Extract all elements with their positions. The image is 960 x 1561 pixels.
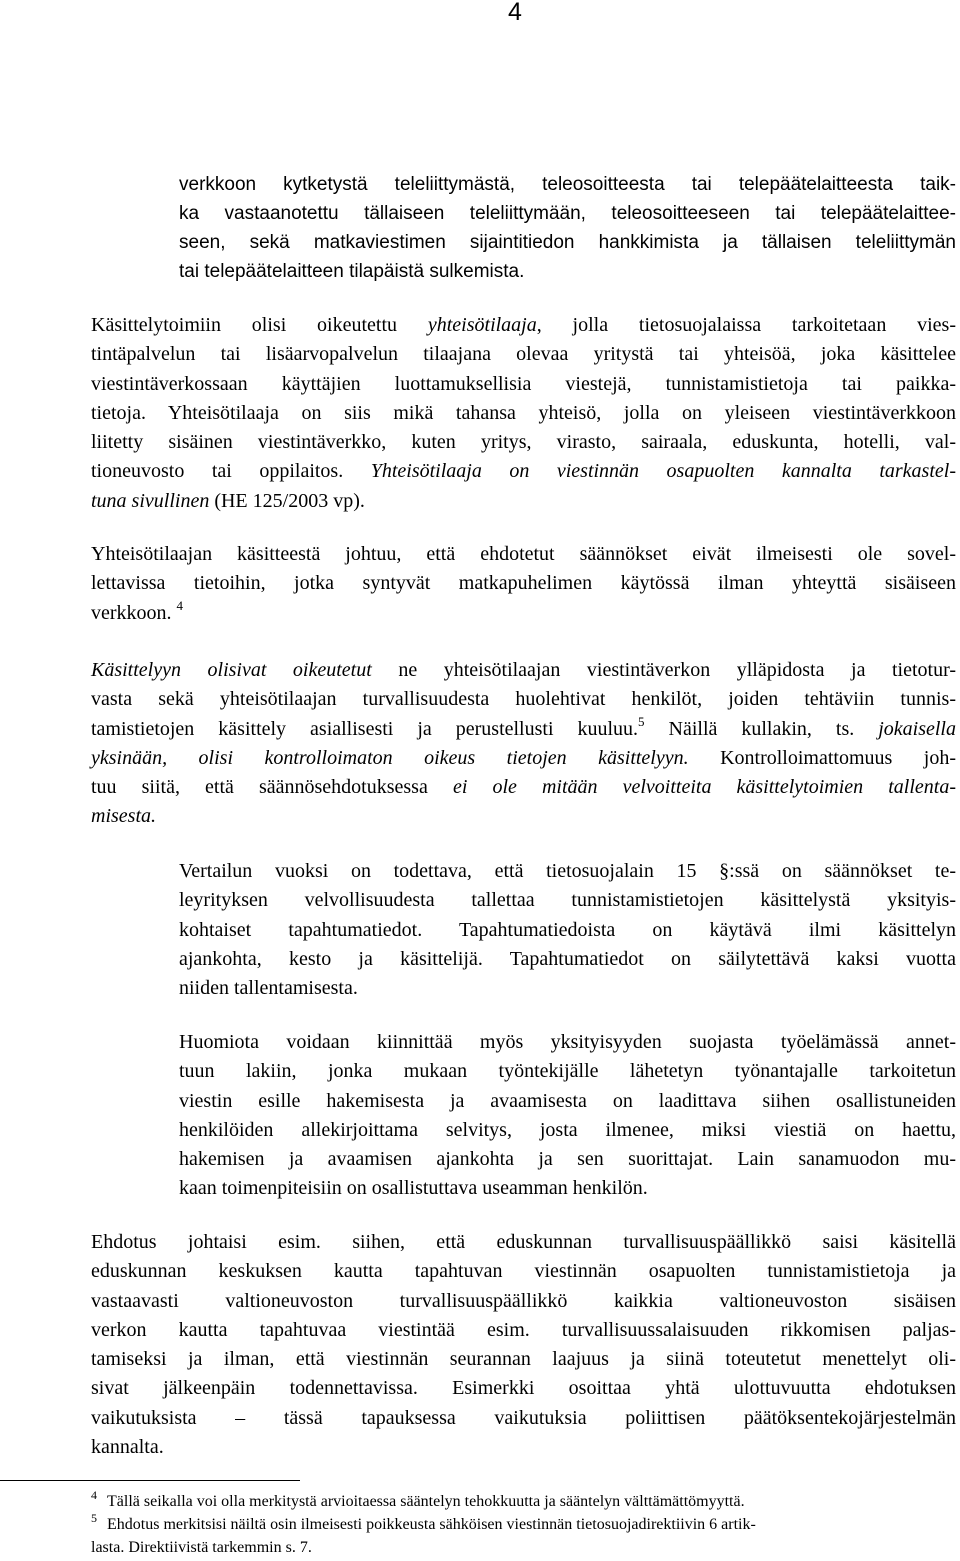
text-line: lettavissa tietoihin, jotka syntyvät matkapuhelimen käytössä ilman yhteyttä sisäiseen — [91, 572, 956, 595]
text-span: tioneuvosto tai oppilaitos. — [91, 460, 371, 483]
text-line: Vertailun vuoksi on todettava, että tietosuojalain 15 §:ssä on säännökset te- — [179, 860, 956, 882]
text-line: verkon kautta tapahtuvaa viestintää esim. turvallisuussalaisuuden rikkomisen paljas- — [91, 1318, 956, 1341]
text-line: leyrityksen velvollisuudesta tallettaa tunnistamistietojen käsittelystä yksityis- — [179, 889, 956, 912]
paragraph-kasite — [91, 540, 956, 628]
text-line — [91, 311, 956, 340]
text-line: viestintäverkossaan käyttäjien luottamuksellisia viestejä, tunnistamistietoja tai paikka- — [91, 372, 956, 395]
footnote-number: 5 — [91, 1511, 97, 1525]
footnote-text: Ehdotus merkitsisi näiltä osin ilmeisesti poikkeusta sähköisen viestinnän tietosuojadirektiivin 6 artik- — [107, 1516, 756, 1533]
text-line: Yhteisötilaajan käsitteestä johtuu, että ehdotetut säännökset eivät ilmeisesti ole sovel- — [91, 543, 956, 565]
text-line: kaan toimenpiteisiin on osallistuttava useamman henkilön. — [179, 1177, 648, 1200]
paragraph-vertailu — [179, 857, 956, 1003]
text-span: tuu siitä, että säännösehdotuksessa — [91, 776, 453, 799]
text-line: ajankohta, kesto ja käsittelijä. Tapahtumatiedot on säilytettävä kaksi vuotta — [179, 947, 956, 970]
text-span: Kontrolloimattomuus joh- — [688, 746, 956, 769]
text-line — [91, 744, 956, 773]
footnote-ref[interactable]: 4 — [176, 597, 184, 613]
italic-emphasis: jokaisella — [878, 717, 956, 740]
text-line: liitetty sisäinen viestintäverkko, kuten yritys, virasto, sairaala, eduskunta, hotelli, val- — [91, 431, 956, 454]
text-line — [91, 457, 956, 486]
text-line: viestin esille hakemisesta ja avaamisesta on laadittava siihen osallistuneiden — [179, 1089, 956, 1112]
text-line: vastaavasti valtioneuvoston turvallisuuspäällikkö kaikkia valtioneuvoston sisäisen — [91, 1289, 956, 1312]
text-span: tamistietojen käsittely asiallisesti ja perustellusti kuuluu. — [91, 717, 639, 740]
text-line: tai telepäätelaitteen tilapäistä sulkemista. — [179, 261, 525, 282]
text-span: Näillä kullakin, ts. — [644, 717, 879, 740]
text-line — [91, 802, 956, 831]
text-line: tintäpalvelun tai lisäarvopalvelun tilaajana olevaa yritystä tai yhteisöä, joka käsittelee — [91, 343, 956, 366]
footnote-4 — [91, 1490, 956, 1513]
paragraph-ehdotus — [91, 1228, 956, 1462]
text-line — [91, 599, 956, 628]
footnotes — [91, 1490, 956, 1559]
text-line: hakemisen ja avaamisen ajankohta ja sen suorittajat. Lain sanamuodon mu- — [179, 1148, 956, 1171]
text-span: (HE 125/2003 vp). — [209, 489, 365, 512]
text-line: kannalta. — [91, 1436, 164, 1459]
italic-emphasis: yksinään, olisi kontrolloimaton oikeus tietojen käsittelyyn. — [91, 746, 689, 769]
text-line: henkilöiden allekirjoittama selvitys, josta ilmenee, miksi viestiä on haettu, — [179, 1118, 956, 1141]
text-span: , jolla tietosuojalaissa tarkoitetaan vies- — [536, 314, 956, 336]
italic-term: Käsittelyyn olisivat oikeutetut — [91, 659, 372, 681]
text-line — [91, 715, 956, 744]
footnote-ref[interactable]: 5 — [638, 713, 645, 729]
text-span: ne yhteisötilaajan viestintäverkon ylläpidosta ja tietotur- — [371, 659, 957, 681]
text-line: ka vastaanotettu tällaiseen teleliittymään, teleosoitteeseen tai telepäätelaittee- — [179, 203, 956, 224]
text-line: vasta sekä yhteisötilaajan turvallisuudesta huolehtivat henkilöt, joiden tehtäviin tunnis- — [91, 688, 956, 711]
text-line: eduskunnan keskuksen kautta tapahtuvan viestinnän osapuolten tunnistamistietoja ja — [91, 1260, 956, 1283]
text-line: tietoja. Yhteisötilaaja on siis mikä tahansa yhteisö, jolla on yleiseen viestintäverkkoon — [91, 401, 956, 424]
text-line — [91, 487, 956, 516]
italic-term: yhteisötilaaja — [427, 314, 537, 336]
page-number: 4 — [508, 0, 522, 26]
text-span: Käsittelytoimiin olisi oikeutettu — [91, 314, 428, 336]
text-line: tuun lakiin, jonka mukaan työntekijälle lähetetyn työnantajalle tarkoitetun — [179, 1060, 956, 1083]
text-line: vaikutuksista – tässä tapauksessa vaikutuksia poliittisen päätöksentekojärjestelmän — [91, 1406, 956, 1429]
text-line: verkkoon kytketystä teleliittymästä, teleosoitteesta tai telepäätelaitteesta taik- — [179, 174, 956, 195]
italic-quote: Yhteisötilaaja on viestinnän osapuolten kannalta tarkastel- — [370, 460, 956, 483]
text-line — [91, 656, 956, 685]
text-line: kohtaiset tapahtumatiedot. Tapahtumatiedoista on käytävä ilmi käsittelyn — [179, 918, 956, 941]
footnote-number: 4 — [91, 1488, 97, 1502]
text-line: seen, sekä matkaviestimen sijaintitiedon hankkimista ja tällaisen teleliittymän — [179, 232, 956, 253]
italic-emphasis: misesta. — [91, 805, 156, 828]
italic-emphasis: ei ole mitään velvoitteita käsittelytoimien tallenta- — [452, 776, 956, 799]
footnote-text: Tällä seikalla voi olla merkitystä arvioitaessa sääntelyn tehokkuutta ja sääntelyn välttämättömyyttä. — [107, 1493, 745, 1510]
footnote-divider — [0, 1480, 300, 1481]
italic-quote: tuna sivullinen — [91, 489, 210, 512]
paragraph-kasittelyyn — [91, 656, 956, 832]
paragraph-yhteisotilaaja — [91, 311, 956, 516]
text-line — [91, 773, 956, 802]
text-line: tamiseksi ja ilman, että viestinnän seurannan laajuus ja siinä toteutetut menettelyt oli- — [91, 1348, 956, 1371]
text-line: sivat jälkeenpäin todennettavissa. Esimerkki osoittaa yhtä ulottuvuutta ehdotuksen — [91, 1377, 956, 1400]
footnote-5 — [91, 1513, 956, 1559]
footnote-text: lasta. Direktiivistä tarkemmin s. 7. — [91, 1539, 312, 1556]
intro-paragraph — [179, 170, 956, 286]
text-line: niiden tallentamisesta. — [179, 977, 358, 1000]
text-line: Ehdotus johtaisi esim. siihen, että eduskunnan turvallisuuspäällikkö saisi käsitellä — [91, 1231, 956, 1253]
text-line: Huomiota voidaan kiinnittää myös yksityisyyden suojasta työelämässä annet- — [179, 1031, 956, 1053]
text-span: verkkoon. — [91, 601, 177, 624]
paragraph-huomiota — [179, 1028, 956, 1204]
